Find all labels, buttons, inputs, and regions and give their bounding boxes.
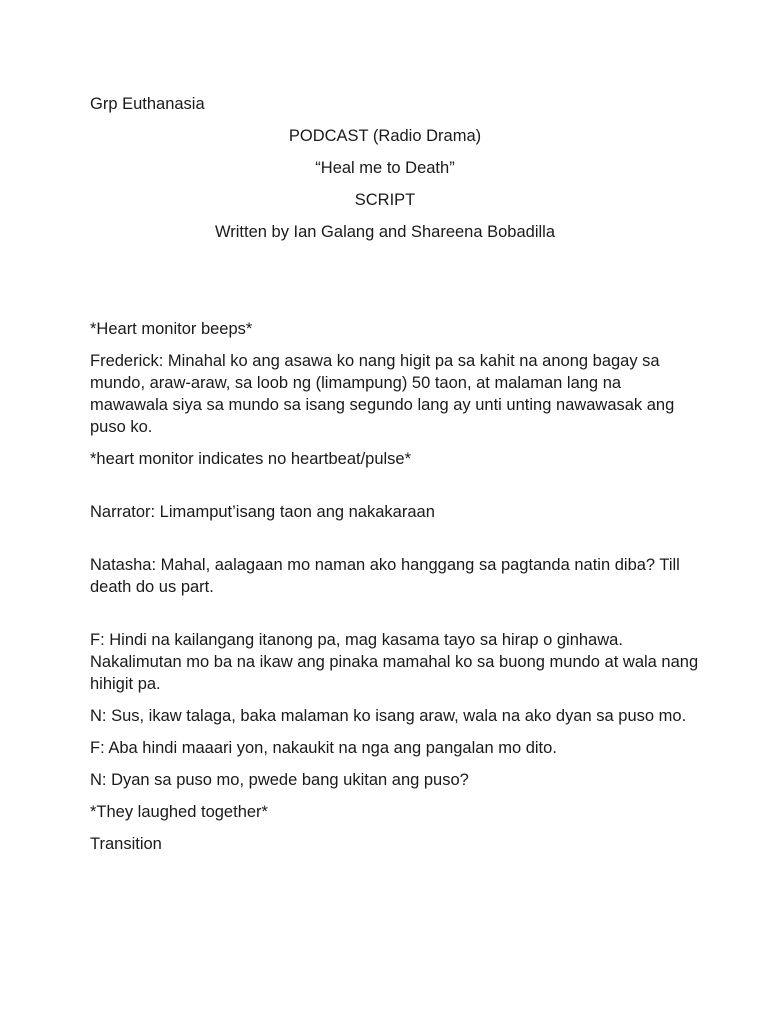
script-line: N: Sus, ikaw talaga, baka malaman ko isang araw, wala na ako dyan sa puso mo. bbox=[90, 707, 687, 725]
script-line: Natasha: Mahal, aalagaan mo naman ako hanggang sa pagtanda natin diba? Till death do us part. bbox=[90, 556, 680, 596]
script-line: *heart monitor indicates no heartbeat/pulse* bbox=[90, 450, 412, 468]
document-title: “Heal me to Death” bbox=[315, 159, 455, 177]
group-name: Grp Euthanasia bbox=[90, 95, 205, 113]
script-line: Transition bbox=[90, 835, 162, 853]
script-line: F: Hindi na kailangang itanong pa, mag kasama tayo sa hirap o ginhawa. Nakalimutan mo ba na ikaw ang pinaka mamahal ko sa buong mundo at wala nang hihigit pa. bbox=[90, 631, 699, 693]
script-line: F: Aba hindi maaari yon, nakaukit na nga ang pangalan mo dito. bbox=[90, 739, 557, 757]
script-label: SCRIPT bbox=[354, 191, 416, 209]
script-line: N: Dyan sa puso mo, pwede bang ukitan ang puso? bbox=[90, 771, 469, 789]
document-type: PODCAST (Radio Drama) bbox=[288, 127, 482, 145]
script-line: Frederick: Minahal ko ang asawa ko nang higit pa sa kahit na anong bagay sa mundo, araw-araw, sa loob ng (limampung) 50 taon, at malaman lang na mawawala siya sa mundo sa isang segundo lang ay unti unting nawawasak ang puso ko. bbox=[90, 352, 675, 436]
script-document bbox=[90, 93, 700, 855]
script-line: *They laughed together* bbox=[90, 803, 268, 821]
script-line: Narrator: Limamput’isang taon ang nakakaraan bbox=[90, 503, 435, 521]
authors-line: Written by Ian Galang and Shareena Bobadilla bbox=[214, 223, 555, 241]
script-line: *Heart monitor beeps* bbox=[90, 320, 253, 338]
